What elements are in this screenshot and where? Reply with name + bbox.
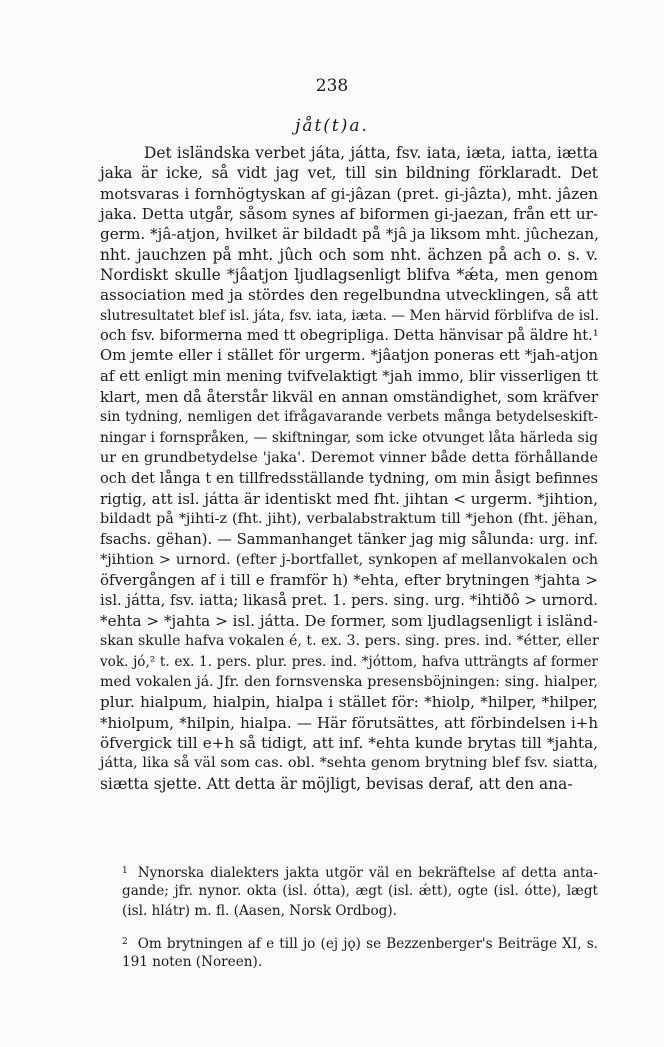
body-line: sin tydning, nemligen det ifrågavarande verbets många betydelseskift- [100,409,598,426]
body-line: *ehta > *jahta > isl. játta. De former, som ljudlagsenligt i isländ- [100,611,598,630]
body-line: ur en grundbetydelse 'jaka'. Deremot vinner både detta förhållande [100,450,598,467]
footnote-1-marker: 1 [122,866,128,876]
body-line: siætta sjette. Att detta är möjligt, bevisas deraf, att den ana- [100,774,573,793]
body-line: af ett enligt min mening tvifvelaktigt *jah immo, blir visserligen tt [100,367,598,385]
body-line: *jihtion > urnord. (efter j-bortfallet, synkopen af mellanvokalen och [100,551,598,568]
footnote-1-text: Nynorska dialekters jakta utgör väl en bekräftelse af detta anta- [137,865,598,881]
body-line: öfvergick till e+h så tidigt, att inf. *ehta kunde brytas till *jahta, [100,733,598,752]
page-number: 238 [315,76,349,96]
body-line: motsvaras i fornhögtyskan af gi-jâzan (pret. gi-jâzta), mht. jâzen [100,184,598,203]
body-line: Om jemte eller i stället för urgerm. *jâatjon poneras ett *jah-atjon [100,347,598,365]
footnote-2-marker: 2 [122,937,128,947]
footnote-1-line: (isl. hlátr) m. fl. (Aasen, Norsk Ordbog). [122,903,397,919]
body-line: plur. hialpum, hialpin, hialpa i stället för: *hiolp, *hilper, *hilper, [100,693,598,712]
body-line: ningar i fornspråken, — skiftningar, som icke otvunget låta härleda sig [100,429,598,446]
body-line: och fsv. biformerna med tt obegripliga. Detta hänvisar på äldre ht.¹ [100,327,599,345]
body-line: germ. *jâ-atjon, hvilket är bildadt på *jâ ja liksom mht. jûchezan, [100,225,600,244]
body-line: isl. játta, fsv. iatta; likaså pret. 1. pers. sing. urg. *ihtiðô > urnord. [100,591,598,609]
body-line: klart, men då återstår likväl en annan omständighet, som kräfver [100,388,598,407]
footnote-2-text: Om brytningen af e till jo (ej jǫ) se Bezzenberger's Beiträge XI, s. [137,936,598,952]
body-line: jaka. Detta utgår, såsom synes af biformen gi-jaezan, från ett ur- [100,205,598,224]
body-line: skan skulle hafva vokalen é, t. ex. 3. pers. sing. pres. ind. *étter, eller [100,633,599,650]
body-line: öfvergången af i till e framför h) *ehta, efter brytningen *jahta > [100,571,598,590]
body-line: Det isländska verbet játa, játta, fsv. iata, iæta, iatta, iætta [144,144,598,162]
body-line: Nordiskt skulle *jâatjon ljudlagsenligt blifva *ǽta, men genom [100,266,598,285]
footnote-2-line: 191 noten (Noreen). [122,954,263,970]
body-line: *hiolpum, *hilpin, hialpa. — Här förutsättes, att förbindelsen i+h [100,713,598,732]
body-line: fsachs. gëhan). — Sammanhanget tänker jag mig sålunda: urg. inf. [100,530,598,548]
footnote-1-line: gande; jfr. nynor. okta (isl. ótta), ægt (isl. ǽtt), ogte (isl. ótte), lægt [122,883,598,899]
body-line: och det långa t en tillfredsställande tydning, om min åsigt befinnes [100,469,598,487]
body-line: nht. jauchzen på mht. jûch och som nht. ächzen på ach o. s. v. [100,245,598,264]
entry-title: jåt(t)a. [295,116,369,136]
body-line: bildadt på *jihti-z (fht. jiht), verbalabstraktum till *jehon (fht. jëhan, [100,511,598,528]
body-line: jaka är icke, så vidt jag vet, till sin bildning förklaradt. Det [100,164,598,183]
body-line: játta, lika så väl som cas. obl. *sehta genom brytning blef fsv. siatta, [100,755,598,772]
body-line: vok. jó,² t. ex. 1. pers. plur. pres. ind. *jóttom, hafva utträngts af former [100,653,598,670]
body-text [100,143,598,794]
body-line: association med ja stördes den regelbundna utvecklingen, så att [100,286,598,305]
footnotes [100,861,598,972]
body-line: rigtig, att isl. játta är identiskt med fht. jihtan < urgerm. *jihtion, [100,489,598,508]
footnote-gap [100,921,598,932]
body-line: med vokalen já. Jfr. den fornsvenska presensböjningen: sing. hialper, [100,673,598,690]
body-line: slutresultatet blef isl. játa, fsv. iata, iæta. — Men härvid förblifva de isl. [100,307,600,324]
footnote-2-line [100,932,598,952]
footnote-1-line [100,861,598,881]
